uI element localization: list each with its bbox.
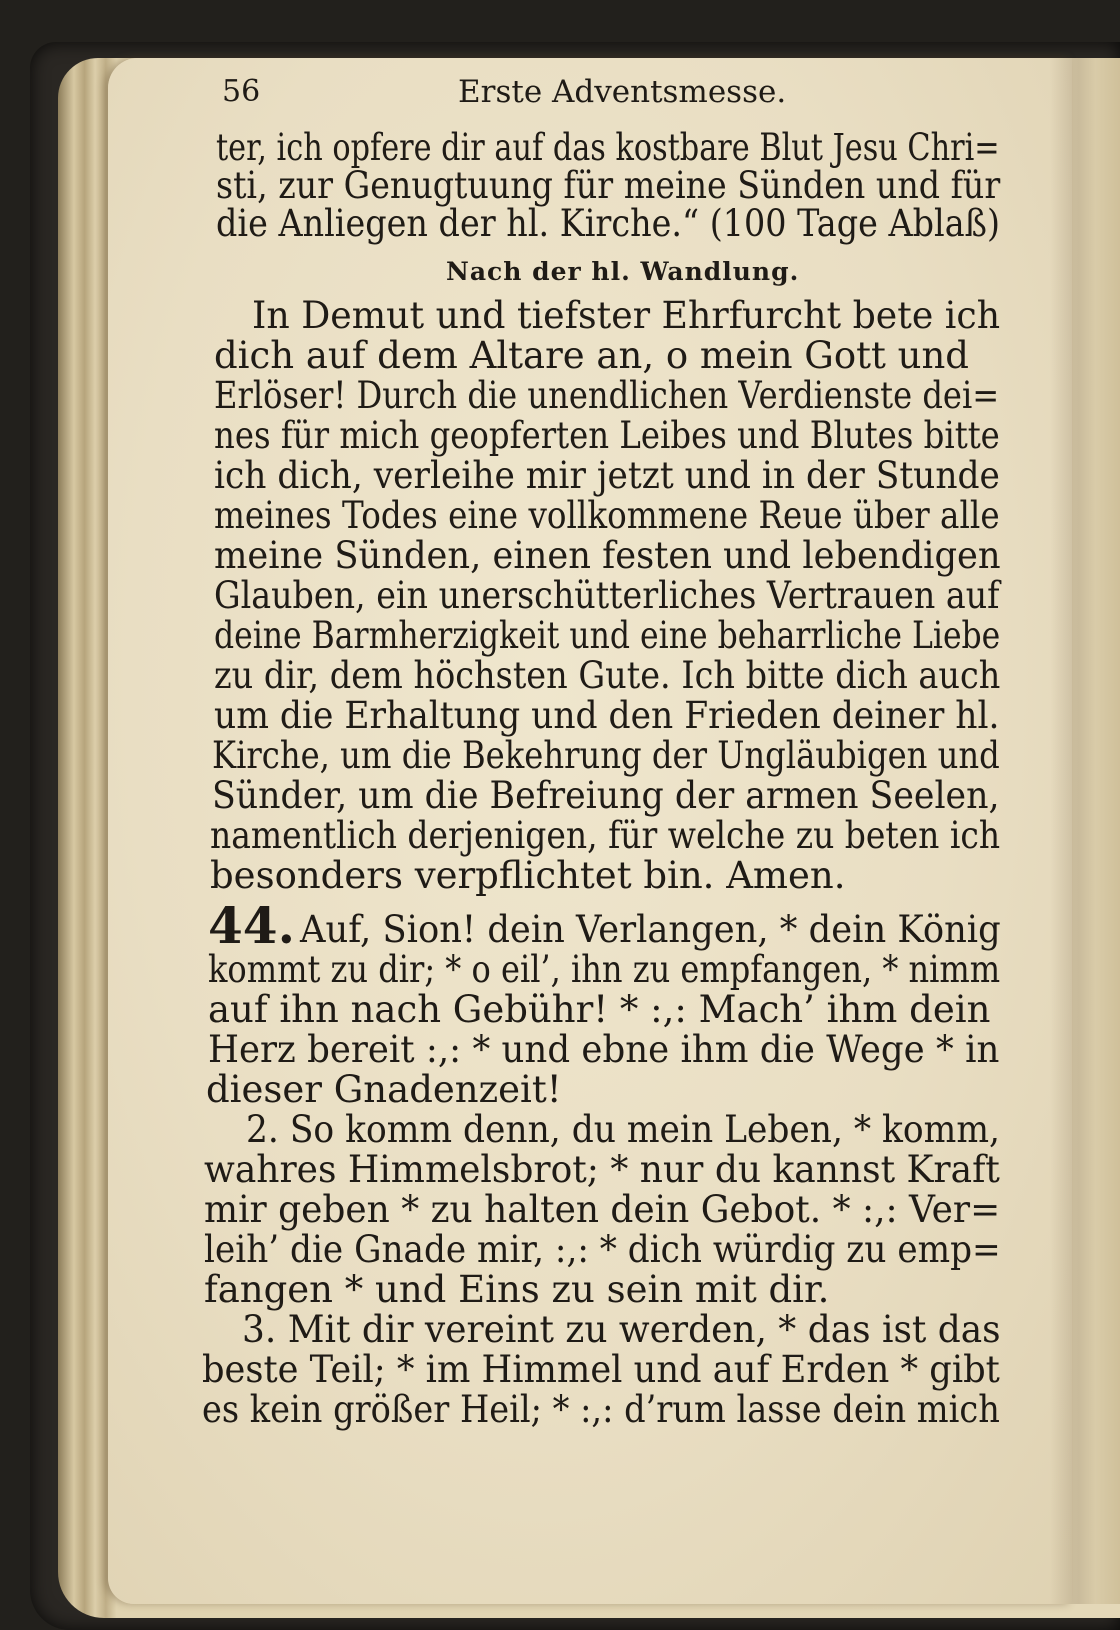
page-number: 56 — [222, 74, 261, 109]
text-line: Kirche, um die Bekehrung der Ungläubigen und — [212, 734, 1000, 777]
text-line: 3. Mit dir vereint zu werden, * das ist das — [242, 1308, 1001, 1351]
text-line: nes für mich geopferten Leibes und Blutes bitte — [214, 414, 1000, 457]
text-line: wahres Himmelsbrot; * nur du kannst Kraft — [204, 1148, 1000, 1191]
text-line: Sünder, um die Befreiung der armen Seelen, — [212, 774, 1000, 817]
text-line: deine Barmherzigkeit und eine beharrliche Liebe — [214, 614, 1001, 657]
text-line: zu dir, dem höchsten Gute. Ich bitte dich auch — [214, 654, 1001, 697]
running-title: Erste Adventsmesse. — [458, 74, 787, 110]
text-line: 2. So komm denn, du mein Leben, * komm, — [246, 1108, 1000, 1151]
text-line: dieser Gnadenzeit! — [206, 1068, 562, 1111]
text-line: Auf, Sion! dein Verlangen, * dein König — [300, 908, 1001, 951]
text-line: kommt zu dir; * o eil’, ihn zu empfangen, * nimm — [208, 948, 1001, 991]
text-line: um die Erhaltung und den Frieden deiner hl. — [214, 694, 1000, 737]
section-subheading: Nach der hl. Wandlung. — [446, 257, 800, 286]
text-line: leih’ die Gnade mir, :,: * dich würdig zu emp= — [204, 1228, 1001, 1271]
text-line: Herz bereit :,: * und ebne ihm die Wege * in — [208, 1028, 1000, 1071]
text-line: namentlich derjenigen, für welche zu beten ich — [210, 814, 1001, 857]
text-line: meine Sünden, einen festen und lebendigen — [214, 534, 1001, 577]
text-line: Erlöser! Durch die unendlichen Verdienste dei= — [214, 374, 1000, 417]
text-line: meines Todes eine vollkommene Reue über alle — [214, 494, 1000, 537]
text-line: beste Teil; * im Himmel und auf Erden * gibt — [202, 1348, 1000, 1391]
hymn-number: 44. — [208, 896, 295, 955]
text-line: Glauben, ein unerschütterliches Vertrauen auf — [214, 574, 1000, 617]
text-line: besonders verpflichtet bin. Amen. — [210, 854, 846, 897]
text-line: ich dich, verleihe mir jetzt und in der Stunde — [214, 454, 1000, 497]
text-line: fangen * und Eins zu sein mit dir. — [204, 1268, 830, 1311]
text-line: ter, ich opfere dir auf das kostbare Blut Jesu Chri= — [216, 126, 1000, 169]
text-line: sti, zur Genugtuung für meine Sünden und für — [216, 164, 1001, 207]
text-line: dich auf dem Altare an, o mein Gott und — [214, 334, 969, 377]
text-line: die Anliegen der hl. Kirche.“ (100 Tage Ablaß) — [216, 202, 1000, 245]
text-line: In Demut und tiefster Ehrfurcht bete ich — [252, 294, 1001, 337]
page-header — [222, 70, 982, 114]
text-line: auf ihn nach Gebühr! * :,: Mach’ ihm dein — [208, 988, 991, 1031]
text-line: es kein größer Heil; * :,: d’rum lasse dein mich — [202, 1388, 1000, 1431]
text-line: mir geben * zu halten dein Gebot. * :,: Ver= — [204, 1188, 1001, 1231]
